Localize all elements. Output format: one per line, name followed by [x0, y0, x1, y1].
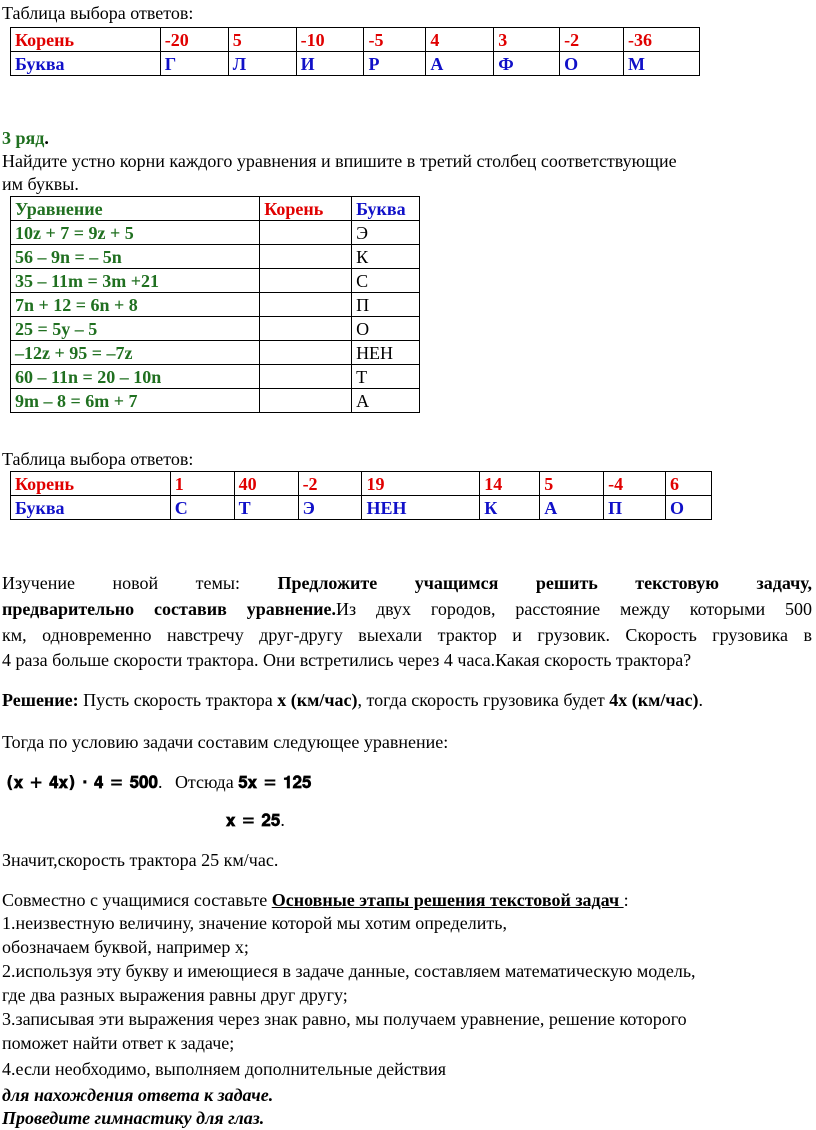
equations-table-header: [11, 197, 420, 221]
solution-answer: Значит,скорость трактора 25 км/час.: [2, 850, 279, 870]
new-topic-bold-1: Предложите учащимся решить текстовую задачу,: [277, 573, 812, 593]
letter-cell: О: [560, 52, 624, 76]
letter-cell: Э: [352, 221, 420, 245]
root-cell: 6: [665, 472, 711, 496]
letter-cell: О: [352, 317, 420, 341]
row3-heading: [2, 127, 49, 149]
root-cell: 3: [494, 28, 560, 52]
answer-table-2-caption: Таблица выбора ответов:: [2, 449, 194, 469]
letter-cell: НЕН: [362, 496, 480, 520]
stages-line: 3.записывая эти выражения через знак равно, мы получаем уравнение, решение которого: [2, 1009, 687, 1029]
letter-cell: А: [352, 389, 420, 413]
equation-row: [11, 293, 420, 317]
answer-table-1: [10, 27, 700, 76]
root-cell: -20: [160, 28, 228, 52]
letter-cell: М: [624, 52, 700, 76]
root-cell: 14: [480, 472, 540, 496]
equation-row: [11, 317, 420, 341]
answer-table-1-letter-row: [11, 52, 700, 76]
letter-cell: Г: [160, 52, 228, 76]
row3-heading-dot: .: [44, 128, 49, 148]
equation-cell: 7n + 12 = 6n + 8: [11, 293, 260, 317]
answer-table-2-letter-row: [11, 496, 712, 520]
letter-cell: К: [352, 245, 420, 269]
letter-label-cell: Буква: [11, 496, 171, 520]
solution-text-2: , тогда скорость грузовика будет: [357, 690, 610, 710]
letter-cell: И: [296, 52, 364, 76]
root-cell: 40: [234, 472, 298, 496]
equation-3-dot: .: [280, 810, 285, 830]
letter-cell: Э: [298, 496, 362, 520]
new-topic-bold-2: предварительно составив уравнение.: [2, 599, 337, 619]
letter-cell: П: [352, 293, 420, 317]
equation-3: 𝐱 = 𝟐𝟓: [226, 811, 281, 831]
root-cell: 5: [540, 472, 604, 496]
header-equation: Уравнение: [11, 197, 260, 221]
root-cell: -2: [560, 28, 624, 52]
root-cell: 5: [228, 28, 296, 52]
equation-row: [11, 245, 420, 269]
answer-table-2-root-row: [11, 472, 712, 496]
new-topic-prefix: Изучение новой темы:: [2, 573, 240, 593]
root-cell: -4: [604, 472, 666, 496]
equation-2: 𝟓𝐱 = 𝟏𝟐𝟓: [238, 773, 312, 793]
letter-cell: А: [540, 496, 604, 520]
letter-cell: С: [170, 496, 234, 520]
hence-word: Отсюда: [174, 772, 234, 792]
equation-row: [11, 341, 420, 365]
root-label-cell: Корень: [11, 28, 161, 52]
letter-label-cell: Буква: [11, 52, 161, 76]
root-answer-cell: [260, 245, 352, 269]
letter-cell: П: [604, 496, 666, 520]
stages-line: 4.если необходимо, выполняем дополнительные действия: [2, 1059, 446, 1079]
new-topic-line2: [2, 597, 812, 621]
root-cell: 1: [170, 472, 234, 496]
root-cell: 19: [362, 472, 480, 496]
root-answer-cell: [260, 317, 352, 341]
stages-intro-bold: Основные этапы решения текстовой задач: [271, 890, 624, 910]
header-letter: Буква: [352, 197, 420, 221]
root-cell: -10: [296, 28, 364, 52]
new-topic-line3: км, одновременно навстречу друг-другу выехали трактор и грузовик. Скорость грузовика в: [2, 625, 812, 645]
stages-line: обозначаем буквой, например х;: [2, 937, 249, 957]
stages-line: 2.используя эту букву и имеющиеся в задаче данные, составляем математическую модель,: [2, 961, 696, 981]
letter-cell: Л: [228, 52, 296, 76]
row3-instruction-line2: им буквы.: [2, 174, 79, 194]
row3-instruction-line1: Найдите устно корни каждого уравнения и впишите в третий столбец соответствующие: [2, 151, 677, 171]
equation-cell: 35 – 11m = 3m +21: [11, 269, 260, 293]
equation-row: [11, 389, 420, 413]
answer-table-1-root-row: [11, 28, 700, 52]
equation-line-1: [6, 770, 311, 795]
stages-intro: [2, 889, 629, 911]
letter-cell: К: [480, 496, 540, 520]
stages-intro-text: Совместно с учащимися составьте: [2, 890, 272, 910]
equation-line-3: [226, 808, 285, 833]
equation-cell: 10z + 7 = 9z + 5: [11, 221, 260, 245]
stages-line: поможет найти ответ к задаче;: [2, 1033, 235, 1053]
solution-label: Решение:: [2, 690, 79, 710]
stages-line: 1.неизвестную величину, значение которой мы хотим определить,: [2, 913, 507, 933]
new-topic-rest-2: Из двух городов, расстояние между которыми 500: [336, 599, 812, 619]
equation-1-dot: .: [157, 772, 163, 792]
root-answer-cell: [260, 389, 352, 413]
letter-cell: Т: [352, 365, 420, 389]
letter-cell: НЕН: [352, 341, 420, 365]
root-cell: -5: [364, 28, 426, 52]
header-root: Корень: [260, 197, 352, 221]
answer-table-2: [10, 471, 712, 520]
root-answer-cell: [260, 269, 352, 293]
equation-cell: 60 – 11n = 20 – 10n: [11, 365, 260, 389]
solution-var-2: 4х (км/час): [609, 690, 699, 710]
stages-italic-1: для нахождения ответа к задаче.: [2, 1085, 274, 1105]
root-answer-cell: [260, 365, 352, 389]
stages-line: где два разных выражения равны друг другу;: [2, 985, 348, 1005]
root-answer-cell: [260, 221, 352, 245]
new-topic-line4: 4 раза больше скорости трактора. Они встретились через 4 часа.Какая скорость трактора?: [2, 650, 692, 670]
equation-cell: 25 = 5y – 5: [11, 317, 260, 341]
solution-condition: Тогда по условию задачи составим следующее уравнение:: [2, 732, 449, 752]
solution-text-1: Пусть скорость трактора: [78, 690, 278, 710]
equation-row: [11, 221, 420, 245]
root-cell: 4: [426, 28, 494, 52]
row3-heading-text: 3 ряд: [2, 128, 45, 148]
letter-cell: А: [426, 52, 494, 76]
solution-text-3: .: [698, 690, 704, 710]
equation-cell: –12z + 95 = –7z: [11, 341, 260, 365]
stages-italic-2: Проведите гимнастику для глаз.: [2, 1108, 265, 1128]
letter-cell: Т: [234, 496, 298, 520]
new-topic-line1: [2, 571, 812, 595]
letter-cell: Ф: [494, 52, 560, 76]
root-cell: -2: [298, 472, 362, 496]
root-answer-cell: [260, 341, 352, 365]
stages-intro-end: :: [623, 890, 629, 910]
equation-1: (𝐱 + 𝟒𝐱) · 𝟒 = 𝟓𝟎𝟎: [6, 773, 158, 793]
equation-row: [11, 269, 420, 293]
equation-row: [11, 365, 420, 389]
equations-table: [10, 196, 420, 413]
letter-cell: Р: [364, 52, 426, 76]
root-cell: -36: [624, 28, 700, 52]
root-answer-cell: [260, 293, 352, 317]
letter-cell: С: [352, 269, 420, 293]
letter-cell: О: [665, 496, 711, 520]
answer-table-1-caption: Таблица выбора ответов:: [2, 3, 194, 23]
root-label-cell: Корень: [11, 472, 171, 496]
equation-cell: 9m – 8 = 6m + 7: [11, 389, 260, 413]
solution-var-1: х (км/час): [277, 690, 358, 710]
equation-cell: 56 – 9n = – 5n: [11, 245, 260, 269]
solution-line: [2, 688, 703, 712]
